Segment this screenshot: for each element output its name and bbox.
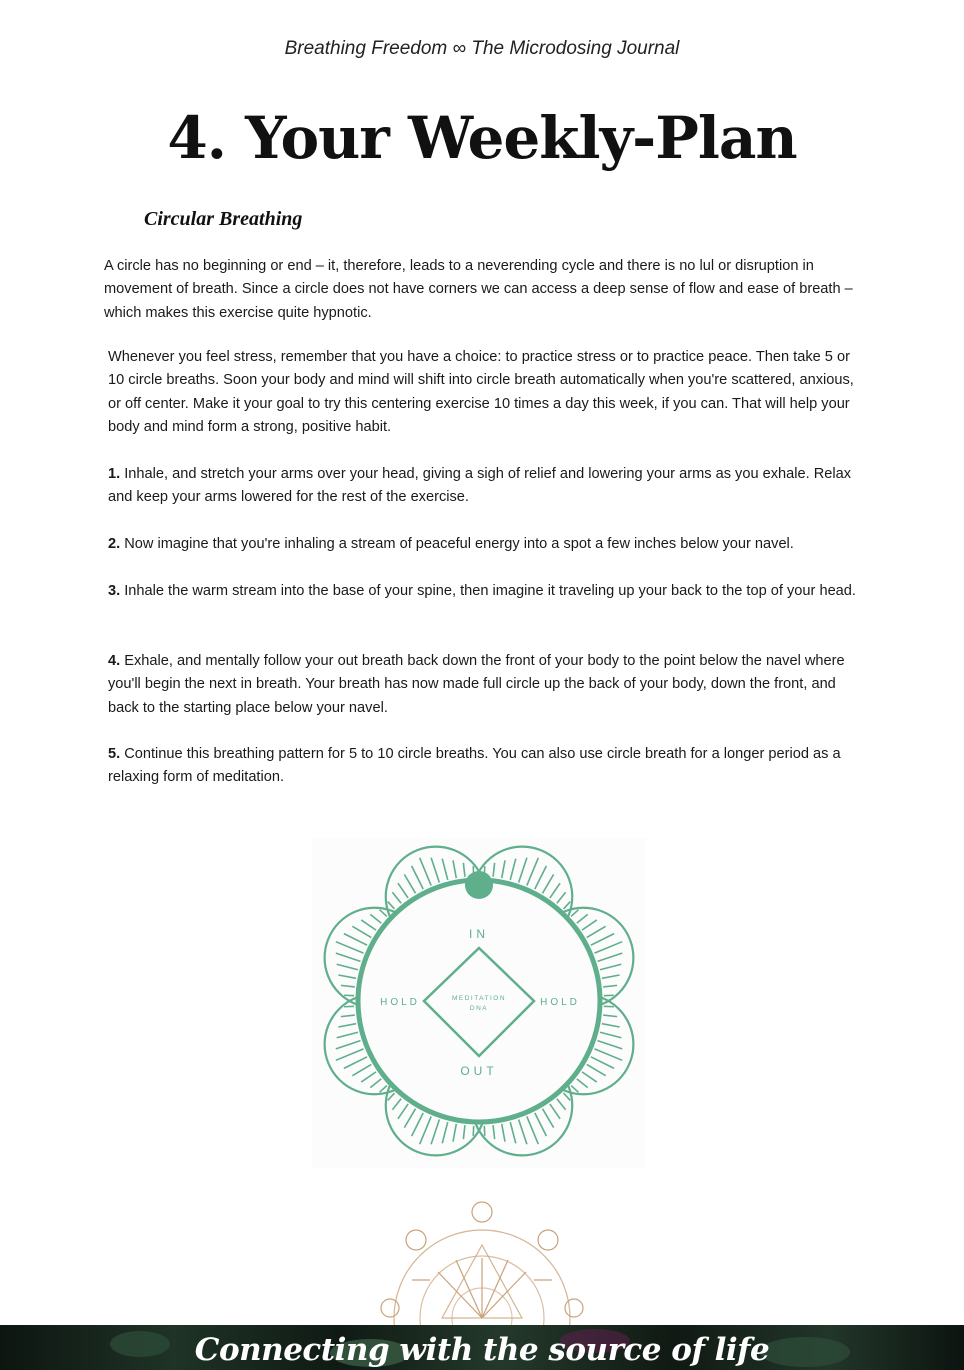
step-number: 3. [108, 583, 121, 599]
petal-hatch [344, 934, 367, 946]
step-3 [108, 580, 864, 603]
petal-hatch [388, 1093, 395, 1100]
circle-breath-diagram [312, 838, 646, 1168]
step-text: Continue this breathing pattern for 5 to 10 circle breaths. You can also use circle breath for a longer period as a relaxing form of meditation. [108, 746, 841, 786]
petal-hatch [398, 1104, 408, 1119]
petal-hatch [602, 975, 620, 978]
step-5 [108, 743, 864, 790]
step-text: Now imagine that you're inhaling a stream of peaceful energy into a spot a few inches below your navel. [124, 536, 794, 552]
petal-hatch [527, 858, 538, 886]
petal-hatch [502, 1124, 505, 1142]
petal-hatch [392, 1099, 401, 1110]
petal-hatch [336, 1041, 361, 1049]
petal-hatch [557, 892, 566, 903]
petal-hatch [591, 934, 614, 946]
section-subtitle: Circular Breathing [144, 208, 303, 230]
ornament-svg [372, 1200, 592, 1330]
petal-hatch [453, 860, 456, 878]
petal-hatch [571, 1086, 578, 1093]
step-text: Inhale the warm stream into the base of your spine, then imagine it traveling up your back to the top of your head. [124, 583, 856, 599]
petal-hatch [557, 1099, 566, 1110]
petal-hatch [571, 910, 578, 917]
petal-hatch [341, 1015, 355, 1017]
petal-hatch [493, 863, 495, 877]
intro-paragraph: A circle has no beginning or end – it, therefore, leads to a neverending cycle and there is no lul or disruption in movement of breath. Since a circle does not have corners we can access a deep sense of flow and ease of breath – which makes this exercise quite hypnotic. [104, 258, 853, 321]
step-text: Exhale, and mentally follow your out breath back down the front of your body to the point below the navel where you'll begin the next in breath. Your breath has now made full circle up the back of your body, down the front, and back to the starting place below your navel. [108, 653, 845, 716]
petal-hatch [352, 1064, 371, 1075]
petal-hatch [582, 1072, 597, 1082]
footer-banner [0, 1325, 964, 1370]
step-4 [108, 650, 864, 720]
petal-hatch [431, 1120, 439, 1145]
petal-hatch [380, 1086, 387, 1093]
petal-hatch [600, 1032, 621, 1038]
petal-hatch [337, 964, 358, 970]
label-out: OUT [460, 1064, 498, 1078]
running-header: Breathing Freedom ∞ The Microdosing Journal [284, 38, 680, 59]
petal-hatch [535, 1113, 547, 1136]
petal-hatch [519, 858, 527, 883]
petal-hatch [587, 1064, 606, 1075]
step-2 [108, 533, 864, 556]
label-hold-right: HOLD [540, 997, 580, 1008]
petal-hatch [493, 1125, 495, 1139]
step-number: 4. [108, 653, 121, 669]
petal-hatch [336, 942, 364, 953]
step-number: 2. [108, 536, 121, 552]
petal-hatch [510, 1122, 516, 1143]
petal-hatch [542, 1109, 553, 1128]
petal-hatch [361, 1072, 376, 1082]
petal-hatch [519, 1120, 527, 1145]
breath-marker-dot [465, 871, 493, 899]
petal-hatch [344, 1057, 367, 1069]
petal-hatch [603, 1015, 617, 1017]
petal-hatch [398, 883, 408, 898]
label-hold-left: HOLD [380, 997, 420, 1008]
petal-hatch [564, 902, 571, 909]
petal-hatch [591, 1057, 614, 1069]
petal-hatch [442, 859, 448, 880]
petal-hatch [420, 858, 431, 886]
petal-hatch [600, 964, 621, 970]
petal-hatch [542, 874, 553, 893]
petal-hatch [370, 1079, 381, 1088]
petal-hatch [392, 892, 401, 903]
petal-hatch [502, 860, 505, 878]
petal-hatch [336, 1049, 364, 1060]
petal-hatch [336, 953, 361, 961]
step-number: 5. [108, 746, 121, 762]
petal-hatch [510, 859, 516, 880]
petal-hatch [550, 883, 560, 898]
petal-hatch [337, 1032, 358, 1038]
petal-hatch [527, 1116, 538, 1144]
label-in: IN [469, 927, 489, 941]
stress-paragraph: Whenever you feel stress, remember that you have a choice: to practice stress or to practice peace. Then take 5 or 10 circle breaths. Soon your body and mind will shift into circle breath automatically when you're scattered, anxious, or off center. Make it your goal to try this centering exercise 10 times a day this week, if you can. That will help your body and mind form a strong, positive habit. [108, 349, 854, 435]
step-1 [108, 463, 864, 510]
step-number: 1. [108, 466, 121, 482]
petal-hatch [420, 1116, 431, 1144]
petal-hatch [338, 975, 356, 978]
petal-hatch [352, 926, 371, 937]
petal-hatch [404, 874, 415, 893]
petal-hatch [442, 1122, 448, 1143]
petal-hatch [582, 920, 597, 930]
petal-hatch [602, 1024, 620, 1027]
petal-hatch [598, 953, 623, 961]
petal-hatch [594, 942, 622, 953]
petal-hatch [453, 1124, 456, 1142]
petal-hatch [412, 1113, 424, 1136]
petal-hatch [380, 910, 387, 917]
petal-hatch [361, 920, 376, 930]
petal-hatch [431, 858, 439, 883]
page-title: 4. Your Weekly-Plan [167, 104, 797, 172]
center-label-line1: MEDITATION [451, 995, 507, 1002]
petal-hatch [412, 866, 424, 889]
petal-hatch [463, 863, 465, 877]
petal-hatch [577, 1079, 588, 1088]
petal-hatch [577, 914, 588, 923]
petal-hatch [338, 1024, 356, 1027]
petal-hatch [550, 1104, 560, 1119]
ornament-graphic [372, 1200, 592, 1330]
petal-hatch [587, 926, 606, 937]
petal-hatch [341, 985, 355, 987]
petal-hatch [564, 1093, 571, 1100]
petal-hatch [594, 1049, 622, 1060]
center-label-line2: DNA [469, 1005, 489, 1012]
petal-hatch [598, 1041, 623, 1049]
diagram-svg [312, 838, 646, 1168]
step-text: Inhale, and stretch your arms over your head, giving a sigh of relief and lowering your arms as you exhale. Relax and keep your arms lowered for the rest of the exercise. [108, 466, 852, 506]
petal-hatch [404, 1109, 415, 1128]
footer-tagline: Connecting with the source of life [194, 1332, 770, 1368]
petal-hatch [370, 914, 381, 923]
petal-hatch [388, 902, 395, 909]
petal-hatch [535, 866, 547, 889]
petal-hatch [463, 1125, 465, 1139]
petal-hatch [603, 985, 617, 987]
